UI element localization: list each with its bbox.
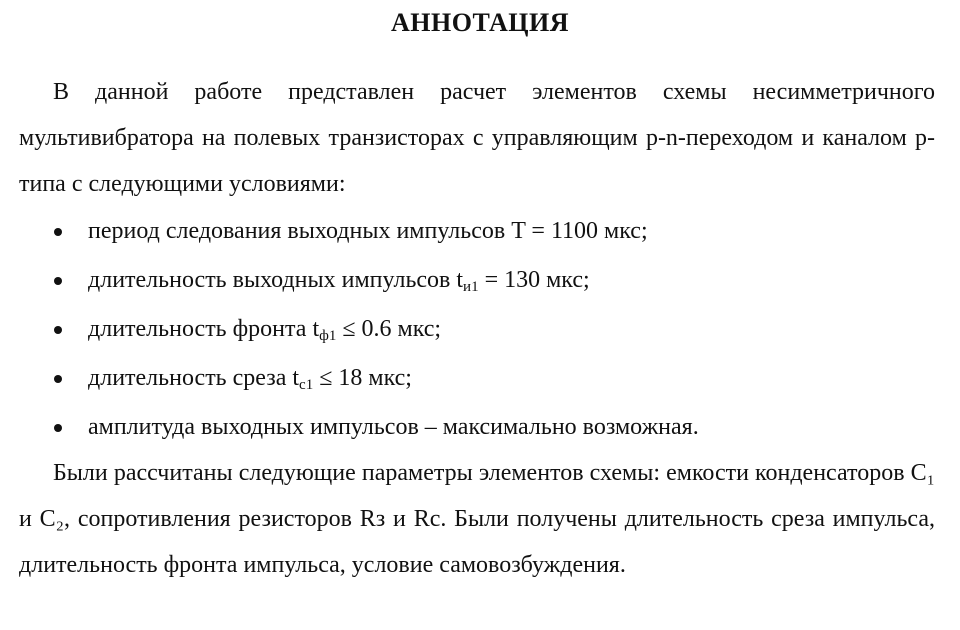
condition-text: амплитуда выходных импульсов – максимально возможная. — [88, 414, 699, 440]
conclusion-paragraph: Были рассчитаны следующие параметры элементов схемы: емкости конденсаторов C₁ и C₂, сопротивления резисторов Rз и Rс. Были получены длительность среза импульса, длительность фронта импульса, условие самовозбуждения. — [19, 460, 935, 578]
bullet-icon — [54, 228, 62, 236]
bullet-icon — [54, 326, 62, 334]
bullet-icon — [54, 277, 62, 285]
condition-text: длительность выходных импульсов $t_{и1} = 130$ мкс; — [88, 267, 590, 295]
intro-paragraph: В данной работе представлен расчет элементов схемы несимметричного мультивибратора на полевых транзисторах с управляющим p-n-переходом и каналом p-типа с следующими условиями: — [19, 79, 935, 197]
bullet-icon — [54, 375, 62, 383]
condition-text: период следования выходных импульсов T = 1100 мкс; — [88, 218, 648, 244]
page-title: АННОТАЦИЯ — [391, 8, 569, 37]
bullet-icon — [54, 424, 62, 432]
condition-text: длительность фронта $t_{ф1} \le 0.6$ мкс; — [88, 316, 442, 344]
condition-text: длительность среза $t_{с1} \le 18$ мкс; — [88, 365, 412, 393]
